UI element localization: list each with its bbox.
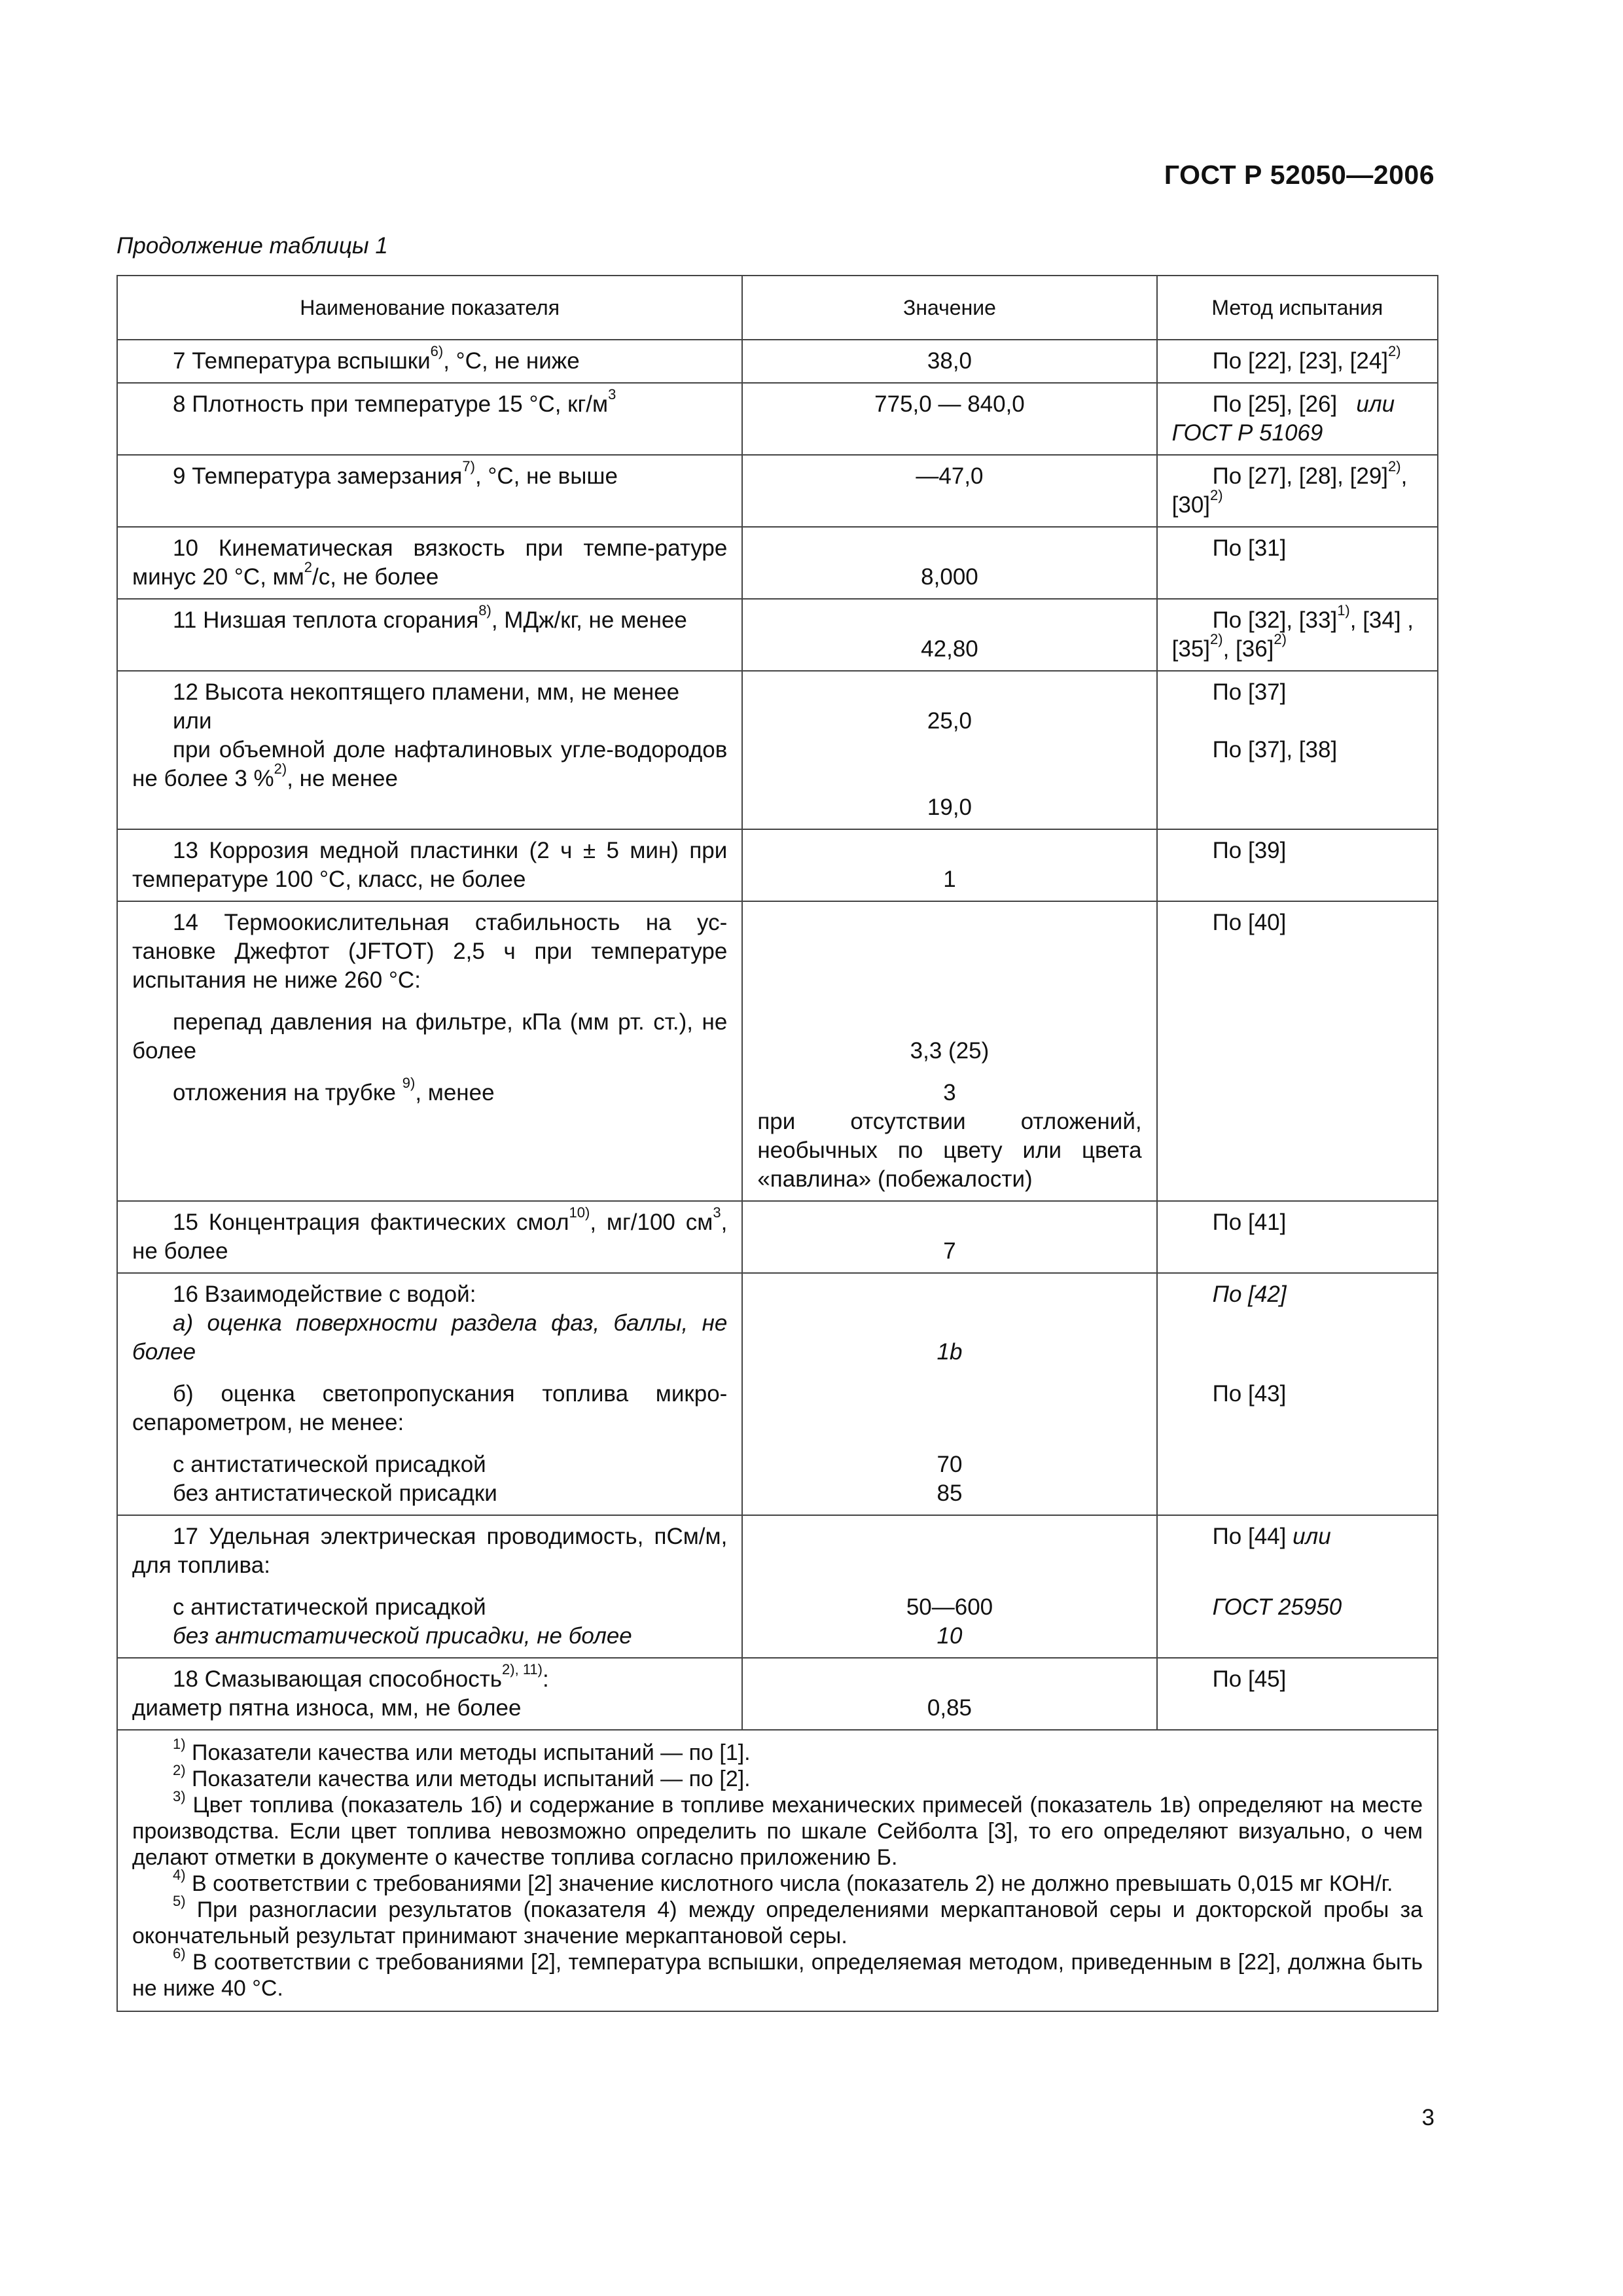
row-name-cell <box>117 901 742 1201</box>
superscript: 3 <box>713 1204 721 1221</box>
row-name: Низшая теплота сгорания <box>203 607 479 633</box>
method-text: , [36] <box>1222 636 1274 662</box>
footnote <box>132 1945 1423 2001</box>
row-name-cell <box>117 1658 742 1730</box>
value-note: при отсутствии отложений, необычных по цвету или цвета «павлина» (побежалости) <box>757 1109 1142 1192</box>
row-number: 15 <box>173 1210 198 1235</box>
row-number: 10 <box>173 535 198 561</box>
row-name: Удельная электрическая проводимость, пСм/м, для топлива: <box>132 1524 728 1578</box>
row-number: 18 <box>173 1666 198 1692</box>
row-name-tail: , МДж/кг, не менее <box>491 607 687 633</box>
row-number: 17 <box>173 1524 198 1549</box>
footnote-text: В соответствии с требованиями [2] значение кислотного числа (показатель 2) не должно превышать 0,015 мг КОН/г. <box>185 1871 1393 1896</box>
footnote-mark: 4) <box>173 1867 186 1883</box>
table-row <box>117 901 1438 1201</box>
row-number: 9 <box>173 463 186 489</box>
row-number: 16 <box>173 1282 198 1307</box>
method-text: По [31] <box>1212 535 1287 561</box>
footnotes-row <box>117 1730 1438 2011</box>
row-method-cell <box>1157 1658 1438 1730</box>
footnote-text: В соответствии с требованиями [2], температура вспышки, определяемая методом, приведенным в [22], должна быть не ниже 40 °С. <box>132 1950 1423 2001</box>
footnote-mark: 2) <box>1388 458 1401 475</box>
value-text: 50—600 <box>906 1594 993 1620</box>
method-text: По [25], [26] <box>1212 391 1338 417</box>
row-name: Концентрация фактических смол <box>208 1210 569 1235</box>
method-text: По [37] <box>1212 679 1287 705</box>
row-method-cell <box>1157 1201 1438 1273</box>
row-name-tail: , °С, не выше <box>474 463 618 489</box>
footnote-mark: 5) <box>173 1893 186 1909</box>
or-label: или <box>173 708 212 734</box>
sub-indicator: без антистатической присадки <box>173 1480 497 1506</box>
row-name-tail: , не менее <box>287 766 398 791</box>
method-text: [35] <box>1171 636 1211 662</box>
footnote-mark: 8) <box>478 602 491 619</box>
row-method-cell <box>1157 1273 1438 1515</box>
row-value-cell: —47,0 <box>742 455 1156 527</box>
footnote-mark: 2) <box>1274 631 1287 647</box>
footnote-text: Цвет топлива (показатель 1б) и содержание в топливе механических примесей (показатель 1в) определяют на месте производства. Если цвет топлива невозможно определить по шкале Сейболта [3], то его определяют визуально, о чем делают отметки в документе о качестве топлива согласно приложению Б. <box>132 1793 1423 1870</box>
method-text: По [42] <box>1212 1282 1287 1307</box>
method-standard: ГОСТ 25950 <box>1212 1594 1342 1620</box>
table-row <box>117 1515 1438 1658</box>
value-text: 7 <box>943 1238 956 1264</box>
row-method-cell <box>1157 383 1438 455</box>
column-header-method: Метод испытания <box>1157 276 1438 340</box>
row-value-cell <box>742 829 1156 901</box>
row-name-tail: , не более <box>132 1210 728 1264</box>
sub-indicator: перепад давления на фильтре, кПа (мм рт. ст.), не более <box>132 1009 728 1064</box>
row-name: Высота некоптящего пламени, мм, не менее <box>204 679 680 705</box>
document-id: ГОСТ Р 52050—2006 <box>1164 160 1435 190</box>
superscript: 2 <box>304 559 313 575</box>
method-text: По [32], [33] <box>1212 607 1338 633</box>
row-number: 11 <box>173 607 197 633</box>
footnote-mark: 2) <box>1388 343 1401 359</box>
row-name: Кинематическая вязкость при темпе-ратуре минус 20 °С, мм <box>132 535 728 590</box>
footnote <box>132 1736 1423 1766</box>
row-method-cell <box>1157 671 1438 829</box>
row-value-cell <box>742 1273 1156 1515</box>
row-number: 12 <box>173 679 198 705</box>
row-name: при объемной доле нафталиновых угле-водородов не более 3 % <box>132 737 728 791</box>
footnote-text: Показатели качества или методы испытаний — по [1]. <box>185 1740 751 1765</box>
row-name: Взаимодействие с водой: <box>204 1282 476 1307</box>
value-text: 1 <box>943 867 956 892</box>
row-name-cell <box>117 829 742 901</box>
table-caption: Продолжение таблицы 1 <box>116 233 388 259</box>
column-header-name: Наименование показателя <box>117 276 742 340</box>
sub-indicator: с антистатической присадкой <box>173 1594 486 1620</box>
table-row <box>117 455 1438 527</box>
footnote-mark: 6) <box>173 1945 186 1962</box>
row-name-tail: : <box>542 1666 549 1692</box>
value-text: 3,3 (25) <box>910 1038 990 1064</box>
page-number: 3 <box>1421 2105 1435 2130</box>
footnote <box>132 1762 1423 1792</box>
table-row <box>117 340 1438 383</box>
footnote-mark: 1) <box>173 1736 186 1752</box>
row-name: Температура замерзания <box>192 463 463 489</box>
row-value-cell <box>742 1658 1156 1730</box>
table-header-row <box>117 276 1438 340</box>
row-name-cell <box>117 527 742 599</box>
row-method-cell <box>1157 527 1438 599</box>
row-name: , мг/100 см <box>590 1210 713 1235</box>
method-text: По [27], [28], [29] <box>1212 463 1389 489</box>
row-name: Смазывающая способность <box>204 1666 503 1692</box>
footnote-text: Показатели качества или методы испытаний — по [2]. <box>185 1767 751 1791</box>
table-row <box>117 527 1438 599</box>
row-method-cell: По [27], [28], $[29]^{2)}$, $[30]^{2)}$ <box>1157 455 1438 527</box>
method-standard: ГОСТ Р 51069 <box>1171 420 1323 446</box>
value-text: 0,85 <box>927 1695 972 1721</box>
method-text: По [39] <box>1212 838 1287 863</box>
footnote <box>132 1893 1423 1949</box>
column-header-value: Значение <box>742 276 1156 340</box>
row-name: Термоокислительная стабильность на ус-тановке Джефтот (JFTOT) 2,5 ч при температуре испытания не ниже 260 °С: <box>132 910 728 993</box>
footnote-mark: 3) <box>173 1788 186 1804</box>
sub-indicator-tail: , менее <box>415 1080 495 1105</box>
value-text: 19,0 <box>927 795 972 820</box>
footnote <box>132 1867 1423 1897</box>
row-method-cell <box>1157 340 1438 383</box>
row-name-cell <box>117 383 742 455</box>
row-name-cell <box>117 599 742 671</box>
row-name-cell <box>117 1515 742 1658</box>
row-name-cell <box>117 340 742 383</box>
sub-indicator: без антистатической присадки, не более <box>173 1623 632 1649</box>
row-name: диаметр пятна износа, мм, не более <box>132 1695 522 1721</box>
value-text: 25,0 <box>927 708 972 734</box>
row-name-tail: , °С, не ниже <box>443 348 580 374</box>
method-text: По [45] <box>1212 1666 1287 1692</box>
footnote-mark: 2) <box>1210 631 1223 647</box>
footnotes-cell <box>117 1730 1438 2011</box>
sub-indicator: с антистатической присадкой <box>173 1452 486 1477</box>
footnote-mark: 2) <box>1210 487 1223 503</box>
row-name-cell <box>117 1273 742 1515</box>
footnote-mark: 2), 11) <box>502 1661 543 1677</box>
row-number: 14 <box>173 910 198 935</box>
row-value-cell <box>742 527 1156 599</box>
table-row <box>117 383 1438 455</box>
value-text: 3 <box>943 1080 956 1105</box>
method-text: По [44] <box>1212 1524 1287 1549</box>
row-value-cell <box>742 599 1156 671</box>
row-value-cell <box>742 671 1156 829</box>
footnote-mark: 6) <box>430 343 444 359</box>
method-text: По [37], [38] <box>1212 737 1338 762</box>
value-text: 85 <box>936 1480 963 1506</box>
row-name: Коррозия медной пластинки (2 ч ± 5 мин) при температуре 100 °С, класс, не более <box>132 838 728 892</box>
superscript: 3 <box>608 386 616 403</box>
method-or: или <box>1293 1524 1331 1549</box>
row-method-cell <box>1157 829 1438 901</box>
footnote-text: При разногласии результатов (показателя 4) между определениями меркаптановой серы и докторской пробы за окончательный результат принимают значение меркаптановой серы. <box>132 1897 1423 1948</box>
footnote-mark: 9) <box>402 1075 416 1091</box>
row-value-cell: 775,0 — 840,0 <box>742 383 1156 455</box>
value-text: 8,000 <box>921 564 978 590</box>
table-row <box>117 1658 1438 1730</box>
row-number: 13 <box>173 838 198 863</box>
method-or: или <box>1356 391 1395 417</box>
row-value-cell: 38,0 <box>742 340 1156 383</box>
footnote-mark: 7) <box>462 458 475 475</box>
method-text: По [40] <box>1212 910 1287 935</box>
row-name-tail: /с, не более <box>312 564 439 590</box>
table-row <box>117 671 1438 829</box>
row-name: Температура вспышки <box>192 348 431 374</box>
row-name-cell <box>117 671 742 829</box>
value-text: 42,80 <box>921 636 978 662</box>
footnote-mark: 2) <box>173 1762 186 1778</box>
row-number: 8 <box>173 391 186 417</box>
method-text: , [34] , <box>1349 607 1414 633</box>
table-row <box>117 1273 1438 1515</box>
row-number: 7 <box>173 348 186 374</box>
row-method-cell <box>1157 599 1438 671</box>
method-text: По [41] <box>1212 1210 1287 1235</box>
sub-indicator: отложения на трубке <box>173 1080 402 1105</box>
row-value-cell <box>742 1515 1156 1658</box>
table-row <box>117 829 1438 901</box>
value-text: 1b <box>936 1339 963 1365</box>
footnote-mark: 1) <box>1337 602 1350 619</box>
row-method-cell <box>1157 901 1438 1201</box>
row-value-cell <box>742 901 1156 1201</box>
footnote <box>132 1788 1423 1871</box>
table-row <box>117 599 1438 671</box>
footnote-mark: 2) <box>274 761 287 777</box>
method-text: По [22], [23], [24] <box>1212 348 1389 374</box>
row-name: Плотность при температуре 15 °С, кг/м <box>192 391 609 417</box>
sub-indicator: а) оценка поверхности раздела фаз, баллы, не более <box>132 1310 728 1365</box>
row-value-cell <box>742 1201 1156 1273</box>
row-name-cell <box>117 455 742 527</box>
properties-table <box>116 275 1438 2012</box>
method-text: По [43] <box>1212 1381 1287 1407</box>
method-text: [30] <box>1171 492 1211 518</box>
sub-indicator: б) оценка светопропускания топлива микро-сепарометром, не менее: <box>132 1381 728 1435</box>
row-name-cell <box>117 1201 742 1273</box>
footnote-mark: 10) <box>569 1204 590 1221</box>
row-method-cell <box>1157 1515 1438 1658</box>
table-row <box>117 1201 1438 1273</box>
value-text: 10 <box>936 1623 963 1649</box>
value-text: 70 <box>936 1452 963 1477</box>
